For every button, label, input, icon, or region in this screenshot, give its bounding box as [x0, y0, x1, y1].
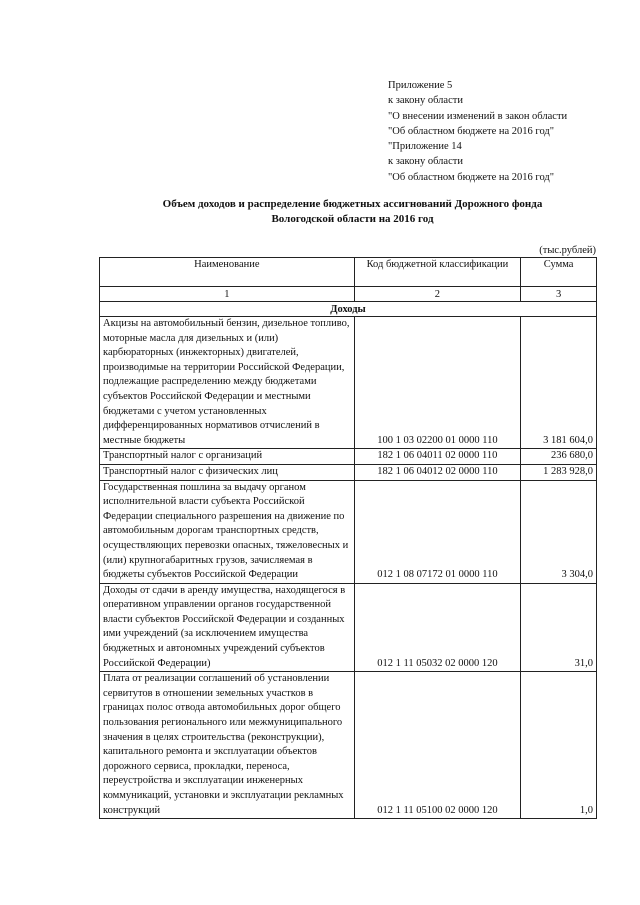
column-header-code: Код бюджетной классификации [354, 258, 521, 287]
row-name: Доходы от сдачи в аренду имущества, находящегося в оперативном управлении органов государственной власти субъектов Российской Федерации и созданных ими учреждений (за исключением имущества бюджетных и автономных учреждений субъектов Российской Федерации) [100, 583, 355, 672]
units-label: (тыс.рублей) [539, 245, 596, 256]
row-name: Плата от реализации соглашений об установлении сервитутов в отношении земельных участков в границах полос отвода автомобильных дорог общего пользования регионального или межмуниципального значения в целях строительства (реконструкции), капитального ремонта и эксплуатации объектов дорожного сервиса, прокладки, переноса, переустройства и эксплуатации инженерных коммуникаций, установки и эксплуатации рекламных конструкций [100, 672, 355, 819]
row-name: Транспортный налог с физических лиц [100, 464, 355, 480]
table-row [100, 464, 597, 480]
row-sum: 236 680,0 [521, 449, 597, 465]
row-code: 182 1 06 04012 02 0000 110 [354, 464, 521, 480]
header-line: "Приложение 14 [388, 141, 462, 153]
column-number: 2 [354, 287, 521, 302]
header-line: к закону области [388, 95, 463, 107]
row-name: Транспортный налог с организаций [100, 449, 355, 465]
column-header-name: Наименование [100, 258, 355, 287]
row-sum: 31,0 [521, 583, 597, 672]
table-row [100, 583, 597, 672]
document-title [100, 197, 605, 227]
row-sum: 3 181 604,0 [521, 317, 597, 449]
section-title: Доходы [100, 302, 597, 317]
header-line: "О внесении изменений в закон области [388, 110, 568, 122]
row-sum: 1,0 [521, 672, 597, 819]
table-row [100, 672, 597, 819]
header-line: к закону области [388, 156, 463, 168]
title-line: Вологодской области на 2016 год [271, 213, 434, 225]
section-row [100, 302, 597, 317]
table-row [100, 449, 597, 465]
document-header [388, 78, 567, 185]
header-line: "Об областном бюджете на 2016 год" [388, 171, 555, 183]
column-number: 3 [521, 287, 597, 302]
row-code: 012 1 08 07172 01 0000 110 [354, 480, 521, 583]
row-code: 182 1 06 04011 02 0000 110 [354, 449, 521, 465]
row-sum: 1 283 928,0 [521, 464, 597, 480]
table-row [100, 480, 597, 583]
row-name: Государственная пошлина за выдачу органом исполнительной власти субъекта Российской Федерации специального разрешения на движение по автомобильным дорогам транспортных средств, осуществляющих перевозки опасных, тяжеловесных и (или) крупногабаритных грузов, зачисляемая в бюджеты субъектов Российской Федерации [100, 480, 355, 583]
row-code: 012 1 11 05032 02 0000 120 [354, 583, 521, 672]
row-code: 100 1 03 02200 01 0000 110 [354, 317, 521, 449]
table-header-row [100, 258, 597, 287]
column-header-sum: Сумма [521, 258, 597, 287]
row-sum: 3 304,0 [521, 480, 597, 583]
column-number: 1 [100, 287, 355, 302]
table-row [100, 317, 597, 449]
column-number-row [100, 287, 597, 302]
header-line: Приложение 5 [388, 80, 453, 91]
header-line: "Об областном бюджете на 2016 год" [388, 125, 555, 137]
row-code: 012 1 11 05100 02 0000 120 [354, 672, 521, 819]
row-name: Акцизы на автомобильный бензин, дизельное топливо, моторные масла для дизельных и (или) карбюраторных (инжекторных) двигателей, производимые на территории Российской Федерации, подлежащие распределению между бюджетами субъектов Российской Федерации и местными бюджетами с учетом установленных дифференцированных нормативов отчислений в местные бюджеты [100, 317, 355, 449]
budget-table [99, 257, 597, 819]
title-line: Объем доходов и распределение бюджетных ассигнований Дорожного фонда [162, 198, 543, 210]
